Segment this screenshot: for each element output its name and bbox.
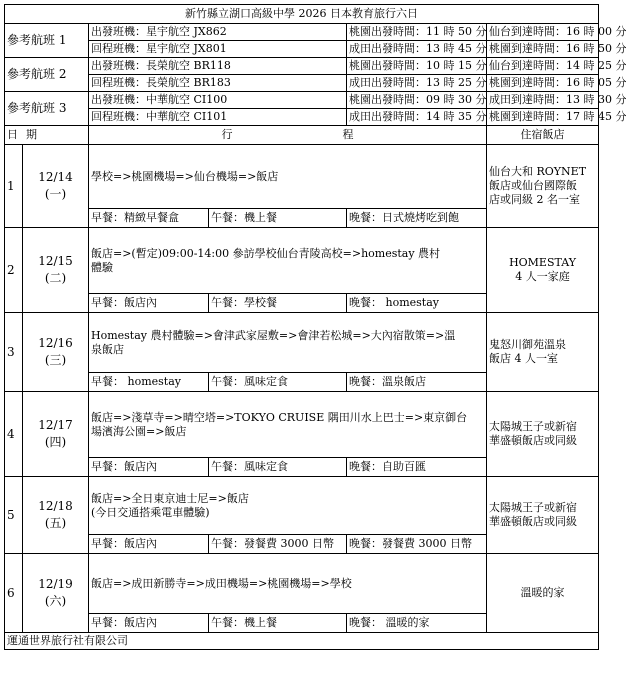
flight-row bbox=[5, 58, 599, 75]
dinner: 晚餐：日式燒烤吃到飽 bbox=[347, 209, 487, 228]
day-number: 4 bbox=[5, 392, 23, 477]
breakfast: 早餐： homestay bbox=[89, 373, 209, 392]
arrival-time: 成田到達時間：13 時 30 分 bbox=[487, 92, 599, 109]
flight-row bbox=[5, 41, 599, 58]
breakfast: 早餐：飯店內 bbox=[89, 535, 209, 554]
breakfast: 早餐：飯店內 bbox=[89, 614, 209, 633]
day-row bbox=[5, 228, 599, 294]
hotel-line: 飯店或仙台國際飯 bbox=[489, 179, 577, 193]
hotel-cell bbox=[487, 145, 599, 228]
dinner: 晚餐：溫泉飯店 bbox=[347, 373, 487, 392]
hotel-line: 4 人一家庭 bbox=[515, 270, 570, 283]
weekday-text: (三) bbox=[44, 353, 67, 367]
lunch: 午餐：學校餐 bbox=[209, 294, 347, 313]
lunch: 午餐：風味定食 bbox=[209, 373, 347, 392]
itinerary-text bbox=[89, 145, 487, 209]
hotel-line: 太陽城王子或新宿 bbox=[489, 501, 577, 515]
date-text: 12/18 bbox=[38, 499, 73, 513]
day-date bbox=[23, 228, 89, 313]
flight-row bbox=[5, 75, 599, 92]
breakfast: 早餐：精緻早餐盒 bbox=[89, 209, 209, 228]
date-text: 12/19 bbox=[38, 577, 73, 591]
header-itinerary: 行 程 bbox=[89, 126, 487, 145]
dinner: 晚餐：自助百匯 bbox=[347, 458, 487, 477]
day-number: 3 bbox=[5, 313, 23, 392]
weekday-text: (六) bbox=[44, 594, 67, 608]
day-date bbox=[23, 554, 89, 633]
itinerary-line: Homestay 農村體驗=>會津武家屋敷=>會津若松城=>大內宿散策=>溫 bbox=[91, 328, 456, 342]
flight-group-label: 參考航班 2 bbox=[5, 58, 89, 92]
document-title: 新竹縣立湖口高級中學 2026 日本教育旅行六日 bbox=[5, 5, 599, 24]
itinerary-sheet bbox=[4, 4, 626, 650]
dinner: 晚餐： homestay bbox=[347, 294, 487, 313]
footer-row bbox=[5, 633, 599, 650]
header-date: 日期 bbox=[5, 126, 89, 145]
departure-time: 桃園出發時間：10 時 15 分 bbox=[347, 58, 487, 75]
dinner: 晚餐： 溫暖的家 bbox=[347, 614, 487, 633]
day-number: 6 bbox=[5, 554, 23, 633]
itinerary-line: 場濱海公園=>飯店 bbox=[91, 424, 187, 438]
flight-info: 出發班機：星宇航空 JX862 bbox=[89, 24, 347, 41]
lunch: 午餐：發餐費 3000 日幣 bbox=[209, 535, 347, 554]
day-number: 5 bbox=[5, 477, 23, 554]
itinerary-table bbox=[4, 4, 626, 650]
itinerary-line: 泉飯店 bbox=[91, 342, 124, 356]
itinerary-line: 飯店=>全日東京迪士尼=>飯店 bbox=[91, 491, 249, 505]
departure-time: 成田出發時間：13 時 45 分 bbox=[347, 41, 487, 58]
flight-row bbox=[5, 24, 599, 41]
hotel-line: HOMESTAY bbox=[509, 256, 576, 270]
lunch: 午餐：風味定食 bbox=[209, 458, 347, 477]
date-text: 12/16 bbox=[38, 336, 73, 350]
arrival-time: 桃園到達時間：17 時 45 分 bbox=[487, 109, 599, 126]
hotel-line: 鬼怒川御苑溫泉 bbox=[489, 338, 566, 352]
date-text: 12/17 bbox=[38, 418, 73, 432]
arrival-time: 桃園到達時間：16 時 50 分 bbox=[487, 41, 599, 58]
hotel-line: 華盛頓飯店或同級 bbox=[489, 434, 577, 447]
hotel-line: 店或同級 2 名一室 bbox=[489, 192, 580, 206]
hotel-cell bbox=[487, 228, 599, 313]
arrival-time: 仙台到達時間：16 時 00 分 bbox=[487, 24, 599, 41]
hotel-cell bbox=[487, 313, 599, 392]
departure-time: 成田出發時間：14 時 35 分 bbox=[347, 109, 487, 126]
itinerary-line: (今日交通搭乘電車體驗) bbox=[91, 505, 210, 519]
itinerary-text bbox=[89, 477, 487, 535]
departure-time: 桃園出發時間：11 時 50 分 bbox=[347, 24, 487, 41]
day-row bbox=[5, 392, 599, 458]
hotel-line: 華盛頓飯店或同級 bbox=[489, 515, 577, 528]
flight-info: 回程班機：星宇航空 JX801 bbox=[89, 41, 347, 58]
column-header-row bbox=[5, 126, 599, 145]
agency-name: 運通世界旅行社有限公司 bbox=[5, 633, 599, 650]
day-row bbox=[5, 313, 599, 373]
day-date bbox=[23, 392, 89, 477]
itinerary-line: 體驗 bbox=[91, 260, 113, 274]
itinerary-text bbox=[89, 228, 487, 294]
itinerary-line: 學校=>桃園機場=>仙台機場=>飯店 bbox=[91, 169, 279, 183]
day-date bbox=[23, 477, 89, 554]
day-date bbox=[23, 145, 89, 228]
flight-info: 回程班機：長榮航空 BR183 bbox=[89, 75, 347, 92]
flight-group-label: 參考航班 3 bbox=[5, 92, 89, 126]
hotel-cell bbox=[487, 477, 599, 554]
hotel-line: 太陽城王子或新宿 bbox=[489, 420, 577, 434]
hotel-line: 溫暖的家 bbox=[520, 586, 565, 600]
flight-info: 出發班機：長榮航空 BR118 bbox=[89, 58, 347, 75]
day-row bbox=[5, 477, 599, 535]
flight-info: 回程班機：中華航空 CI101 bbox=[89, 109, 347, 126]
hotel-line: 仙台大和 ROYNET bbox=[489, 165, 587, 179]
itinerary-line: 飯店=>(暫定)09:00-14:00 參訪學校仙台青陵高校=>homestay 農村 bbox=[91, 246, 441, 260]
header-hotel: 住宿飯店 bbox=[487, 126, 599, 145]
day-number: 1 bbox=[5, 145, 23, 228]
arrival-time: 桃園到達時間：16 時 05 分 bbox=[487, 75, 599, 92]
hotel-cell bbox=[487, 554, 599, 633]
hotel-cell bbox=[487, 392, 599, 477]
itinerary-line: 飯店=>淺草寺=>晴空塔=>TOKYO CRUISE 隅田川水上巴士=>東京御台 bbox=[91, 410, 468, 424]
date-text: 12/15 bbox=[38, 254, 73, 268]
arrival-time: 仙台到達時間：14 時 25 分 bbox=[487, 58, 599, 75]
lunch: 午餐：機上餐 bbox=[209, 209, 347, 228]
itinerary-text bbox=[89, 554, 487, 614]
flight-row bbox=[5, 92, 599, 109]
hotel-line: 飯店 4 人一室 bbox=[489, 352, 558, 365]
weekday-text: (五) bbox=[44, 516, 67, 530]
departure-time: 成田出發時間：13 時 25 分 bbox=[347, 75, 487, 92]
day-number: 2 bbox=[5, 228, 23, 313]
day-date bbox=[23, 313, 89, 392]
title-row bbox=[5, 5, 599, 24]
weekday-text: (二) bbox=[44, 271, 67, 285]
lunch: 午餐：機上餐 bbox=[209, 614, 347, 633]
day-row bbox=[5, 145, 599, 209]
itinerary-text bbox=[89, 313, 487, 373]
weekday-text: (一) bbox=[44, 187, 67, 201]
flight-group-label: 參考航班 1 bbox=[5, 24, 89, 58]
day-row bbox=[5, 554, 599, 614]
date-text: 12/14 bbox=[38, 170, 73, 184]
flight-row bbox=[5, 109, 599, 126]
itinerary-line: 飯店=>成田新勝寺=>成田機場=>桃園機場=>學校 bbox=[91, 576, 352, 590]
breakfast: 早餐：飯店內 bbox=[89, 294, 209, 313]
breakfast: 早餐：飯店內 bbox=[89, 458, 209, 477]
itinerary-text bbox=[89, 392, 487, 458]
weekday-text: (四) bbox=[44, 435, 67, 449]
departure-time: 桃園出發時間：09 時 30 分 bbox=[347, 92, 487, 109]
dinner: 晚餐：發餐費 3000 日幣 bbox=[347, 535, 487, 554]
flight-info: 出發班機：中華航空 CI100 bbox=[89, 92, 347, 109]
